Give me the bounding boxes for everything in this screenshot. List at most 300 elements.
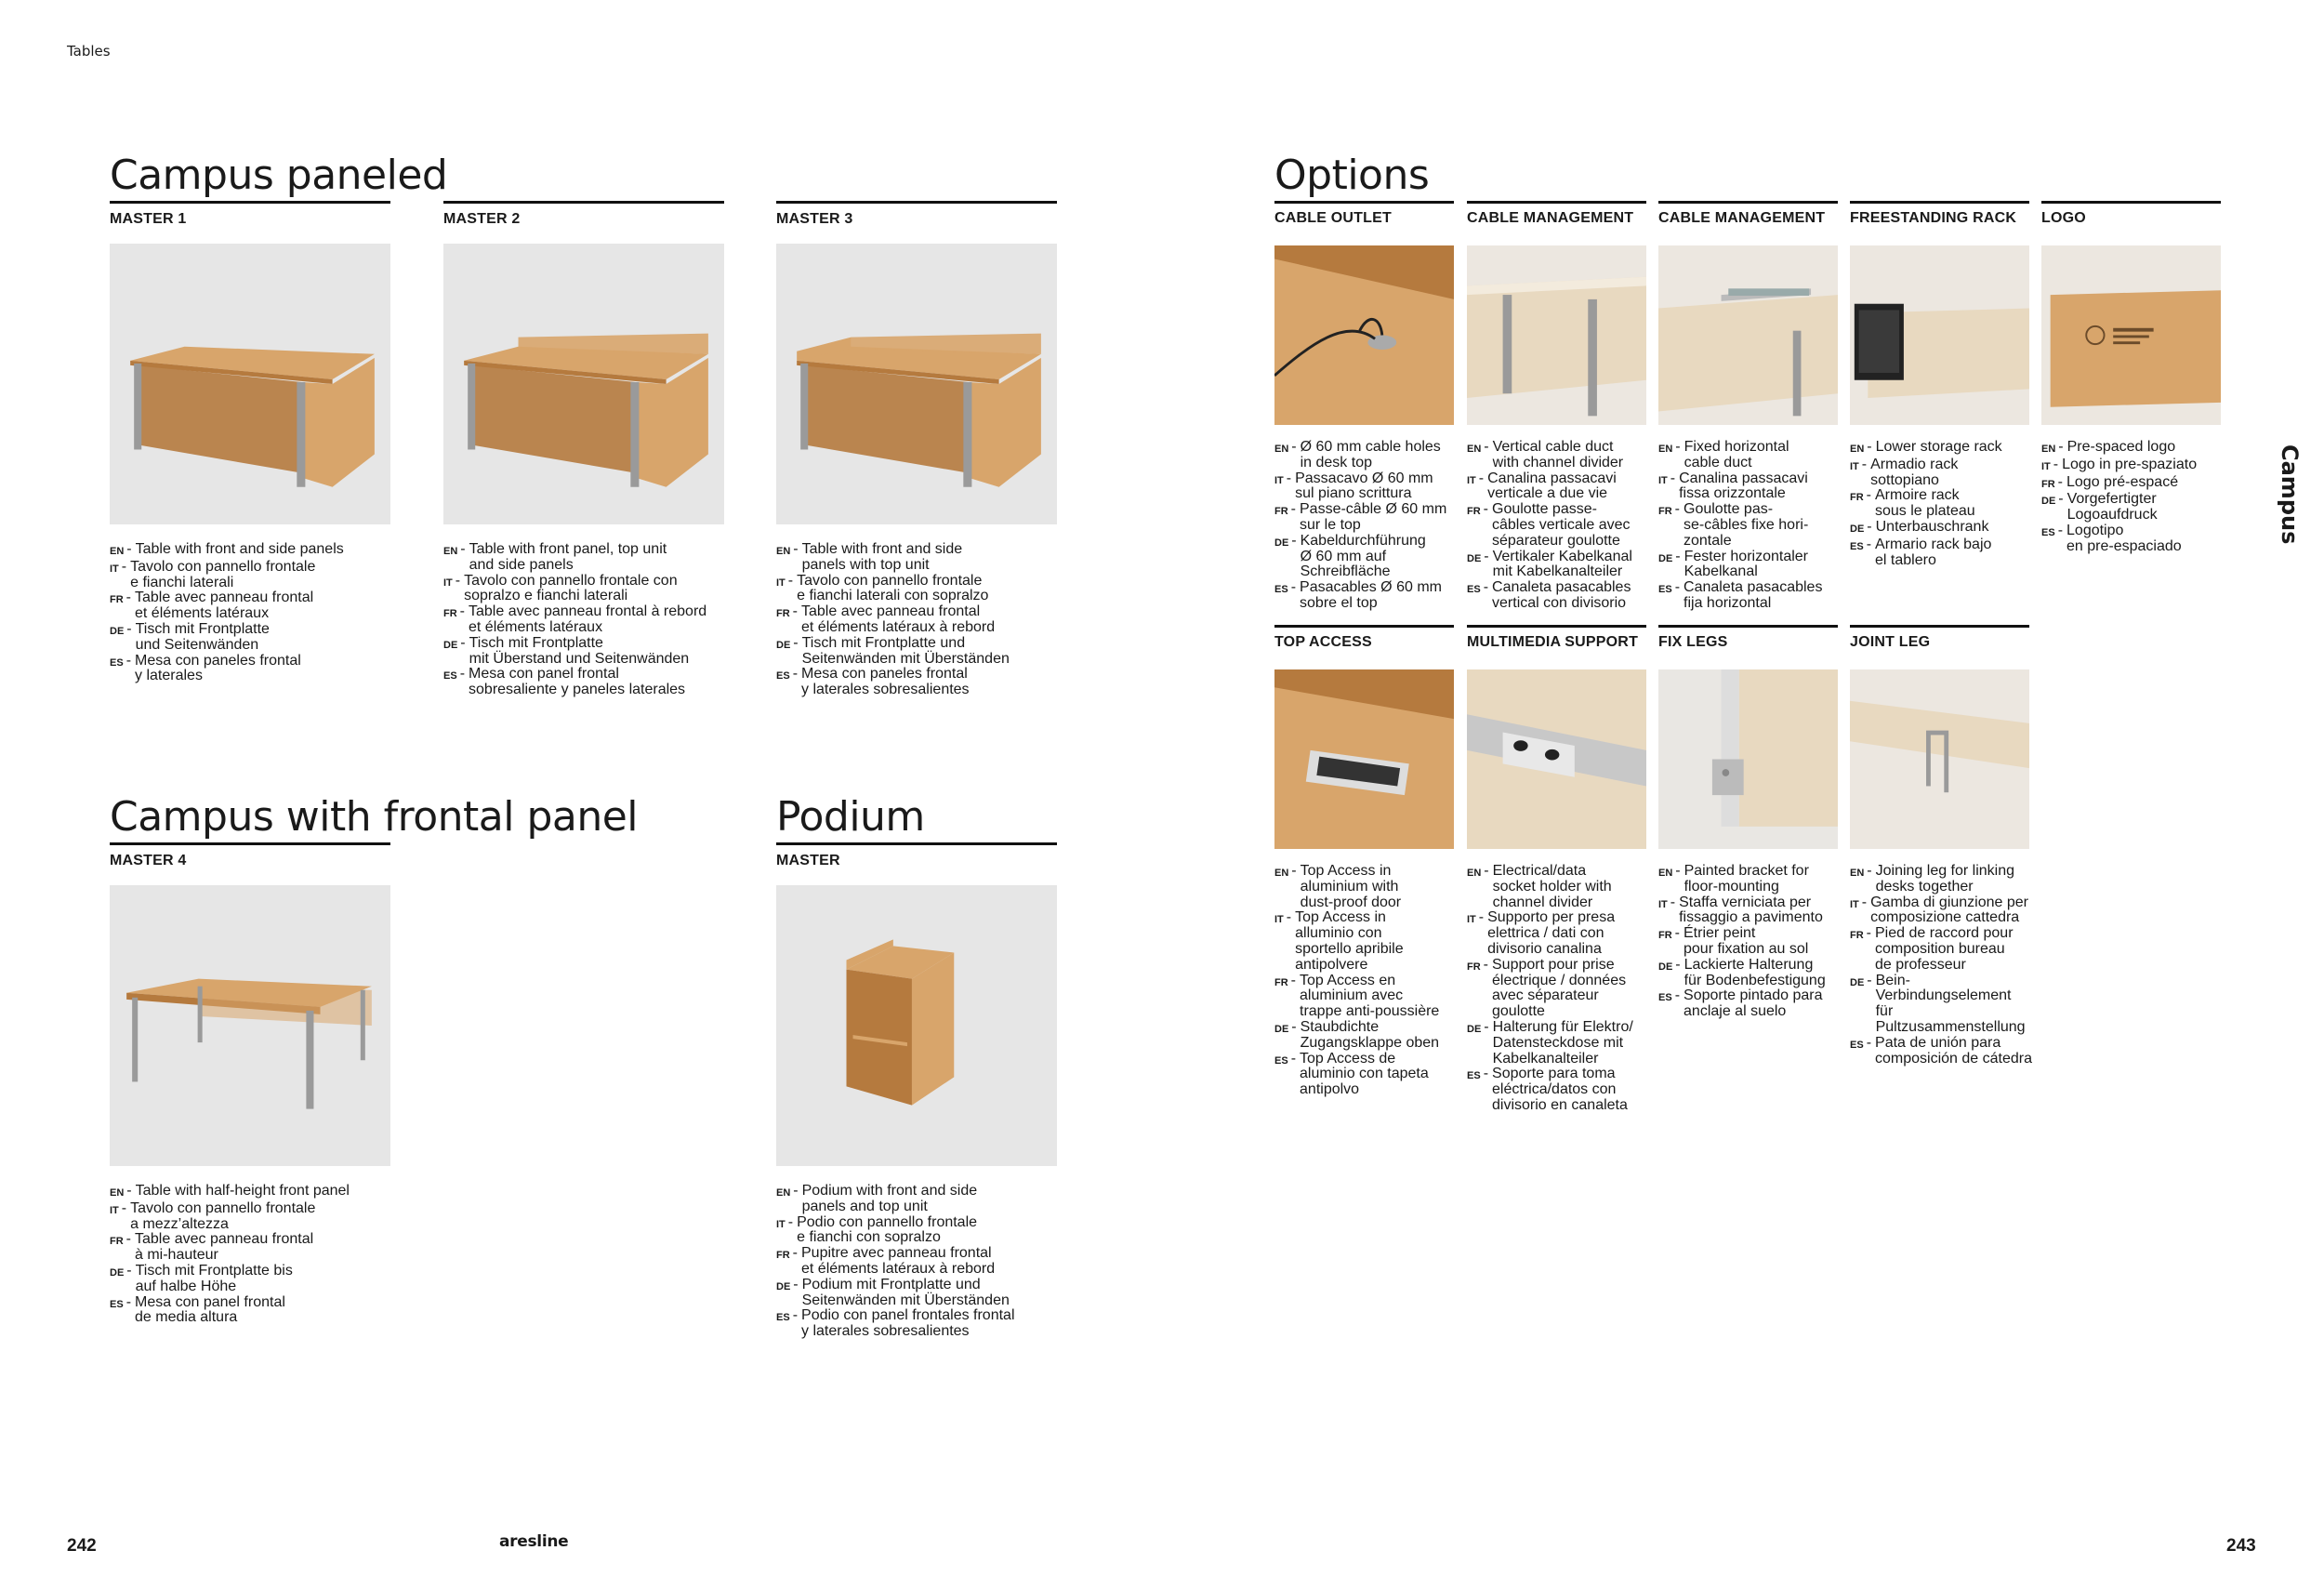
description-line	[776, 667, 1148, 698]
description-line	[1274, 440, 1465, 471]
separator: -	[1478, 470, 1485, 486]
separator: -	[121, 558, 127, 575]
language-code: FR	[1467, 506, 1481, 518]
section-title-campus-frontal: Campus with frontal panel	[110, 793, 639, 841]
language-code: IT	[1274, 914, 1284, 926]
description-text: Halterung für Elektro/ Datensteckdose mit Kabelkanalteiler	[1492, 1018, 1633, 1067]
description-line	[1274, 974, 1465, 1020]
description	[1467, 440, 1657, 612]
description-text: Table with half-height front panel	[135, 1183, 350, 1199]
separator: -	[1867, 863, 1872, 879]
language-code: DE	[1658, 961, 1673, 973]
separator: -	[1861, 894, 1868, 910]
description-text: Podio con panel frontales frontal y laterales sobresalientes	[801, 1307, 1015, 1340]
description-text: Canalina passacavi verticale a due vie	[1487, 470, 1617, 502]
language-code: ES	[776, 670, 790, 682]
language-code: DE	[1850, 976, 1865, 988]
description	[443, 542, 815, 698]
description-line	[2041, 475, 2232, 493]
description-line	[2041, 440, 2232, 457]
separator: -	[1484, 548, 1489, 564]
side-tab-label: Campus	[2277, 444, 2303, 545]
description-text: Vertikaler Kabelkanal mit Kabelkanalteiler	[1492, 548, 1632, 580]
language-code: DE	[1467, 552, 1482, 564]
option-rule	[1850, 625, 2029, 628]
description-line	[2041, 523, 2232, 555]
option-rule	[1658, 625, 1838, 628]
description-text: Pre-spaced logo	[2067, 439, 2176, 455]
description-text: Armadio rack sottopiano	[1870, 456, 1959, 488]
description-text: Table with front panel, top unit and side panels	[469, 541, 667, 573]
description-text: Joining leg for linking desks together	[1875, 863, 2015, 895]
description-line	[110, 1232, 482, 1264]
separator: -	[1674, 501, 1680, 518]
section-title-options: Options	[1274, 152, 1430, 199]
option-image	[1467, 669, 1646, 849]
page-number-left: 242	[67, 1536, 97, 1556]
description-line	[1467, 580, 1657, 612]
separator: -	[1291, 532, 1297, 549]
section-rule	[776, 201, 1057, 204]
description-text: Support pour prise électrique / données avec séparateur goulotte	[1492, 956, 1627, 1020]
description-line	[776, 542, 1148, 574]
separator: -	[1478, 909, 1485, 926]
language-code: ES	[1467, 1070, 1481, 1082]
description-text: Podio con pannello frontale e fianchi con sopralzo	[797, 1213, 978, 1246]
separator: -	[1675, 548, 1681, 564]
description-text: Lackierte Halterung für Bodenbefestigung	[1684, 956, 1826, 988]
option-image	[1274, 669, 1454, 849]
option-label: CABLE OUTLET	[1274, 210, 1392, 226]
description-line	[1467, 910, 1657, 957]
description-text: Logo pré-espacé	[2067, 473, 2179, 490]
separator: -	[1866, 925, 1871, 942]
language-code: DE	[110, 625, 125, 637]
separator: -	[1290, 501, 1296, 518]
separator: -	[459, 603, 465, 620]
description-text: Logotipo en pre-espaciado	[2067, 522, 2182, 554]
description-line	[1274, 864, 1465, 910]
description-line	[1850, 974, 2040, 1036]
language-code: EN	[1274, 444, 1289, 455]
separator: -	[1674, 987, 1681, 1004]
description-line	[1850, 440, 2040, 457]
separator: -	[125, 652, 132, 669]
description-line	[443, 636, 815, 668]
option-rule	[2041, 201, 2221, 204]
description-text: Table with front and side panels	[135, 541, 344, 557]
description-text: Canaleta pasacables vertical con divisorio	[1492, 579, 1631, 611]
description-text: Supporto per presa elettrica / dati con divisorio canalina	[1487, 909, 1616, 957]
language-code: EN	[776, 546, 791, 557]
description-line	[1274, 580, 1465, 612]
section-rule	[110, 842, 390, 845]
separator: -	[460, 541, 466, 557]
separator: -	[1867, 972, 1872, 988]
separator: -	[126, 541, 132, 557]
description-text: Canaleta pasacables fija horizontal	[1684, 579, 1823, 611]
separator: -	[793, 1183, 799, 1199]
separator: -	[1290, 579, 1297, 596]
page-number-right: 243	[2226, 1536, 2256, 1556]
language-code: IT	[776, 576, 786, 589]
section-title-campus-paneled: Campus paneled	[110, 152, 448, 199]
description-text: Ø 60 mm cable holes in desk top	[1300, 439, 1441, 470]
title-rule-options	[1274, 201, 1454, 204]
language-code: DE	[1658, 552, 1673, 564]
language-code: ES	[776, 1312, 790, 1324]
language-code: FR	[1850, 930, 1864, 942]
separator: -	[1290, 1050, 1297, 1067]
language-code: ES	[110, 656, 124, 669]
separator: -	[460, 634, 466, 651]
separator: -	[1484, 863, 1489, 879]
description-text: Top Access in alluminio con sportello apribile antipolvere	[1295, 909, 1404, 973]
language-code: DE	[1467, 1023, 1482, 1035]
description-text: Table avec panneau frontal à rebord et éléments latéraux	[469, 603, 707, 635]
separator: -	[1484, 439, 1489, 455]
description-text: Armario rack bajo el tablero	[1875, 536, 1992, 568]
description-text: Staffa verniciata per fissaggio a pavimento	[1679, 894, 1823, 926]
language-code: EN	[1850, 868, 1865, 879]
description-line	[110, 1201, 482, 1233]
separator: -	[1674, 925, 1680, 942]
description-line	[1274, 1052, 1465, 1098]
separator: -	[126, 620, 132, 637]
separator: -	[1670, 470, 1676, 486]
option-rule	[1274, 625, 1454, 628]
language-code: IT	[1850, 460, 1859, 472]
language-code: DE	[443, 639, 458, 651]
description-text: Top Access de aluminio con tapeta antipolvo	[1300, 1050, 1429, 1098]
description-text: Electrical/data socket holder with channel divider	[1492, 863, 1612, 910]
separator: -	[1675, 956, 1681, 973]
description-text: Vertical cable duct with channel divider	[1492, 439, 1624, 470]
description-text: Pata de unión para composición de cátedra	[1875, 1034, 2032, 1067]
description-text: Top Access en aluminium avec trappe anti-poussière	[1300, 972, 1440, 1020]
description-text: Tavolo con pannello frontale con sopralzo e fianchi laterali	[464, 572, 678, 604]
language-code: EN	[110, 546, 125, 557]
description-line	[443, 542, 815, 574]
description-line	[110, 542, 482, 560]
description-line	[1850, 895, 2040, 927]
description-text: Tisch mit Frontplatte und Seitenwänden	[135, 620, 270, 653]
option-rule	[1467, 201, 1646, 204]
description-text: Soporte pintado para anclaje al suelo	[1684, 987, 1823, 1020]
description-line	[1658, 895, 1849, 927]
description-text: Passe-câble Ø 60 mm sur le top	[1300, 501, 1447, 533]
title-rule-paneled	[110, 201, 390, 204]
description-text: Unterbauschrank	[1875, 518, 1989, 535]
description-text: Bein-Verbindungselement für Pultzusammenstellung	[1875, 972, 2026, 1035]
option-image	[1658, 669, 1838, 849]
separator: -	[1866, 536, 1872, 552]
language-code: IT	[2041, 460, 2051, 472]
option-rule	[1850, 201, 2029, 204]
product-image	[776, 885, 1057, 1166]
separator: -	[455, 572, 461, 589]
description-line	[1658, 926, 1849, 958]
separator: -	[793, 1276, 799, 1292]
description-line	[443, 604, 815, 636]
description-line	[776, 1184, 1148, 1215]
description-line	[776, 1308, 1148, 1340]
separator: -	[1286, 470, 1292, 486]
description-line	[776, 1215, 1148, 1247]
language-code: IT	[1467, 474, 1476, 486]
language-code: EN	[1850, 444, 1865, 455]
description	[1467, 864, 1657, 1114]
section-rule	[776, 842, 1057, 845]
description	[1850, 864, 2040, 1067]
language-code: IT	[1658, 474, 1668, 486]
language-code: ES	[1658, 992, 1672, 1004]
description-line	[1274, 534, 1465, 580]
language-code: EN	[1658, 444, 1673, 455]
description-line	[1467, 440, 1657, 471]
description-line	[1658, 580, 1849, 612]
language-code: IT	[443, 576, 453, 589]
description-text: Mesa con panel frontal sobresaliente y paneles laterales	[469, 666, 686, 698]
option-label: LOGO	[2041, 210, 2086, 226]
option-image	[1658, 245, 1838, 425]
separator: -	[1291, 863, 1297, 879]
language-code: FR	[1850, 492, 1864, 504]
description	[110, 542, 482, 684]
separator: -	[787, 1213, 794, 1230]
separator: -	[1867, 439, 1872, 455]
description-text: Mesa con panel frontal de media altura	[135, 1293, 285, 1326]
description	[1274, 864, 1465, 1098]
product-label: MASTER 1	[110, 211, 187, 227]
language-code: IT	[110, 563, 119, 575]
description-line	[776, 604, 1148, 636]
description-text: Fixed horizontal cable duct	[1684, 439, 1789, 470]
language-code: FR	[1467, 961, 1481, 973]
product-label: MASTER 2	[443, 211, 521, 227]
separator: -	[1484, 1018, 1489, 1035]
description	[776, 542, 1148, 698]
separator: -	[1286, 909, 1292, 926]
section-header: Tables	[67, 43, 111, 60]
separator: -	[459, 666, 466, 682]
separator: -	[2058, 491, 2064, 508]
language-code: ES	[1658, 584, 1672, 596]
separator: -	[2058, 439, 2064, 455]
description-line	[1467, 864, 1657, 910]
description-text: Tisch mit Frontplatte mit Überstand und Seitenwänden	[469, 634, 690, 667]
description-line	[1658, 502, 1849, 549]
description-line	[1467, 471, 1657, 503]
language-code: ES	[110, 1298, 124, 1310]
description-line	[1274, 471, 1465, 503]
separator: -	[1866, 1034, 1872, 1051]
separator: -	[1290, 972, 1296, 988]
description-line	[776, 1278, 1148, 1309]
description-text: Table avec panneau frontal et éléments latéraux à rebord	[801, 603, 996, 635]
description-line	[2041, 457, 2232, 475]
language-code: DE	[1274, 1023, 1289, 1035]
language-code: EN	[1467, 868, 1482, 879]
description-line	[443, 667, 815, 698]
description	[2041, 440, 2232, 555]
description-text: Armoire rack sous le plateau	[1875, 487, 1975, 520]
separator: -	[125, 590, 131, 606]
language-code: FR	[1658, 506, 1672, 518]
description-text: Top Access in aluminium with dust-proof door	[1300, 863, 1402, 910]
description-text: Tavolo con pannello frontale e fianchi laterali con sopralzo	[797, 572, 989, 604]
description-line	[1467, 958, 1657, 1020]
separator: -	[1861, 456, 1868, 472]
separator: -	[793, 634, 799, 651]
language-code: EN	[776, 1187, 791, 1199]
language-code: EN	[1658, 868, 1673, 879]
separator: -	[125, 1293, 132, 1310]
language-code: FR	[2041, 478, 2055, 490]
language-code: FR	[110, 1236, 124, 1248]
description-text: Podium with front and side panels and top unit	[801, 1183, 978, 1214]
language-code: IT	[1658, 898, 1668, 910]
description	[1658, 440, 1849, 612]
language-code: DE	[2041, 496, 2056, 508]
description-line	[110, 560, 482, 591]
language-code: EN	[443, 546, 458, 557]
description-line	[1850, 520, 2040, 537]
separator: -	[1291, 439, 1297, 455]
description-text: Painted bracket for floor-mounting	[1684, 863, 1809, 895]
description-line	[1467, 1067, 1657, 1113]
description-text: Mesa con paneles frontal y laterales sobresalientes	[801, 666, 970, 698]
description-line	[1850, 488, 2040, 520]
option-label: CABLE MANAGEMENT	[1658, 210, 1826, 226]
separator: -	[2053, 456, 2059, 472]
language-code: IT	[1850, 898, 1859, 910]
description-text: Vorgefertigter Logoaufdruck	[2067, 491, 2158, 523]
separator: -	[793, 541, 799, 557]
option-label: CABLE MANAGEMENT	[1467, 210, 1634, 226]
description	[1274, 440, 1465, 612]
language-code: IT	[1274, 474, 1284, 486]
description-text: Staubdichte Zugangsklappe oben	[1300, 1018, 1440, 1051]
description-text: Tisch mit Frontplatte bis auf halbe Höhe	[135, 1262, 293, 1294]
language-code: IT	[776, 1218, 786, 1230]
product-image	[110, 885, 390, 1166]
separator: -	[1483, 501, 1488, 518]
language-code: ES	[443, 670, 457, 682]
description-line	[443, 574, 815, 605]
description-line	[1850, 864, 2040, 895]
description-line	[110, 590, 482, 622]
option-label: FIX LEGS	[1658, 634, 1728, 650]
description-text: Canalina passacavi fissa orizzontale	[1679, 470, 1808, 502]
separator: -	[126, 1183, 132, 1199]
language-code: DE	[776, 639, 791, 651]
description-text: Goulotte pas- se-câbles fixe hori- zontale	[1684, 501, 1809, 549]
description-text: Table with front and side panels with top unit	[801, 541, 963, 573]
option-label: FREESTANDING RACK	[1850, 210, 2017, 226]
separator: -	[1674, 579, 1681, 596]
separator: -	[121, 1199, 127, 1216]
description	[1658, 864, 1849, 1020]
description-line	[1658, 958, 1849, 989]
description-text: Étrier peint pour fixation au sol	[1684, 925, 1809, 957]
option-rule	[1467, 625, 1646, 628]
separator: -	[1291, 1018, 1297, 1035]
separator: -	[792, 1307, 799, 1324]
description-text: Lower storage rack	[1875, 439, 2002, 455]
separator: -	[792, 603, 798, 620]
option-image	[2041, 245, 2221, 425]
language-code: DE	[110, 1266, 125, 1279]
description-text: Fester horizontaler Kabelkanal	[1684, 548, 1808, 580]
description-line	[1658, 864, 1849, 895]
brand-logo: aresline	[499, 1532, 569, 1551]
description-line	[776, 636, 1148, 668]
separator: -	[2057, 522, 2064, 538]
language-code: EN	[1467, 444, 1482, 455]
description-line	[110, 1264, 482, 1295]
separator: -	[1866, 487, 1871, 504]
separator: -	[787, 572, 794, 589]
description-text: Passacavo Ø 60 mm sul piano scrittura	[1295, 470, 1433, 502]
description-text: Tavolo con pannello frontale a mezz’altezza	[130, 1199, 316, 1232]
language-code: FR	[776, 608, 790, 620]
description-line	[2041, 492, 2232, 523]
description-line	[1467, 550, 1657, 581]
separator: -	[1867, 518, 1872, 535]
option-label: JOINT LEG	[1850, 634, 1931, 650]
language-code: ES	[1850, 540, 1864, 552]
language-code: FR	[776, 1250, 790, 1262]
product-image	[776, 244, 1057, 524]
language-code: IT	[110, 1204, 119, 1216]
separator: -	[1670, 894, 1676, 910]
option-image	[1850, 245, 2029, 425]
description-line	[110, 654, 482, 685]
separator: -	[1483, 579, 1489, 596]
section-rule	[443, 201, 724, 204]
separator: -	[126, 1262, 132, 1279]
description-line	[1274, 1020, 1465, 1052]
description-line	[1850, 1036, 2040, 1067]
language-code: IT	[1467, 914, 1476, 926]
section-title-podium: Podium	[776, 793, 925, 841]
product-label: MASTER	[776, 853, 840, 868]
description-text: Table avec panneau frontal et éléments latéraux	[135, 590, 314, 622]
separator: -	[792, 666, 799, 682]
description-text: Kabeldurchführung Ø 60 mm auf Schreibfläche	[1300, 532, 1426, 580]
language-code: EN	[1274, 868, 1289, 879]
description-text: Pied de raccord pour composition bureau de professeur	[1875, 925, 2014, 973]
language-code: DE	[1274, 537, 1289, 549]
language-code: FR	[1274, 976, 1288, 988]
description-line	[1850, 457, 2040, 489]
language-code: ES	[2041, 526, 2055, 538]
language-code: EN	[2041, 444, 2056, 455]
description-line	[1658, 440, 1849, 471]
language-code: FR	[1658, 930, 1672, 942]
description-text: Logo in pre-spaziato	[2062, 456, 2198, 472]
product-image	[443, 244, 724, 524]
separator: -	[2057, 473, 2063, 490]
separator: -	[792, 1245, 798, 1262]
separator: -	[1675, 439, 1681, 455]
separator: -	[1675, 863, 1681, 879]
description-text: Soporte para toma eléctrica/datos con divisorio en canaleta	[1492, 1066, 1628, 1113]
description-line	[110, 1295, 482, 1327]
language-code: FR	[1274, 506, 1288, 518]
description-text: Goulotte passe- câbles verticale avec séparateur goulotte	[1492, 501, 1631, 549]
